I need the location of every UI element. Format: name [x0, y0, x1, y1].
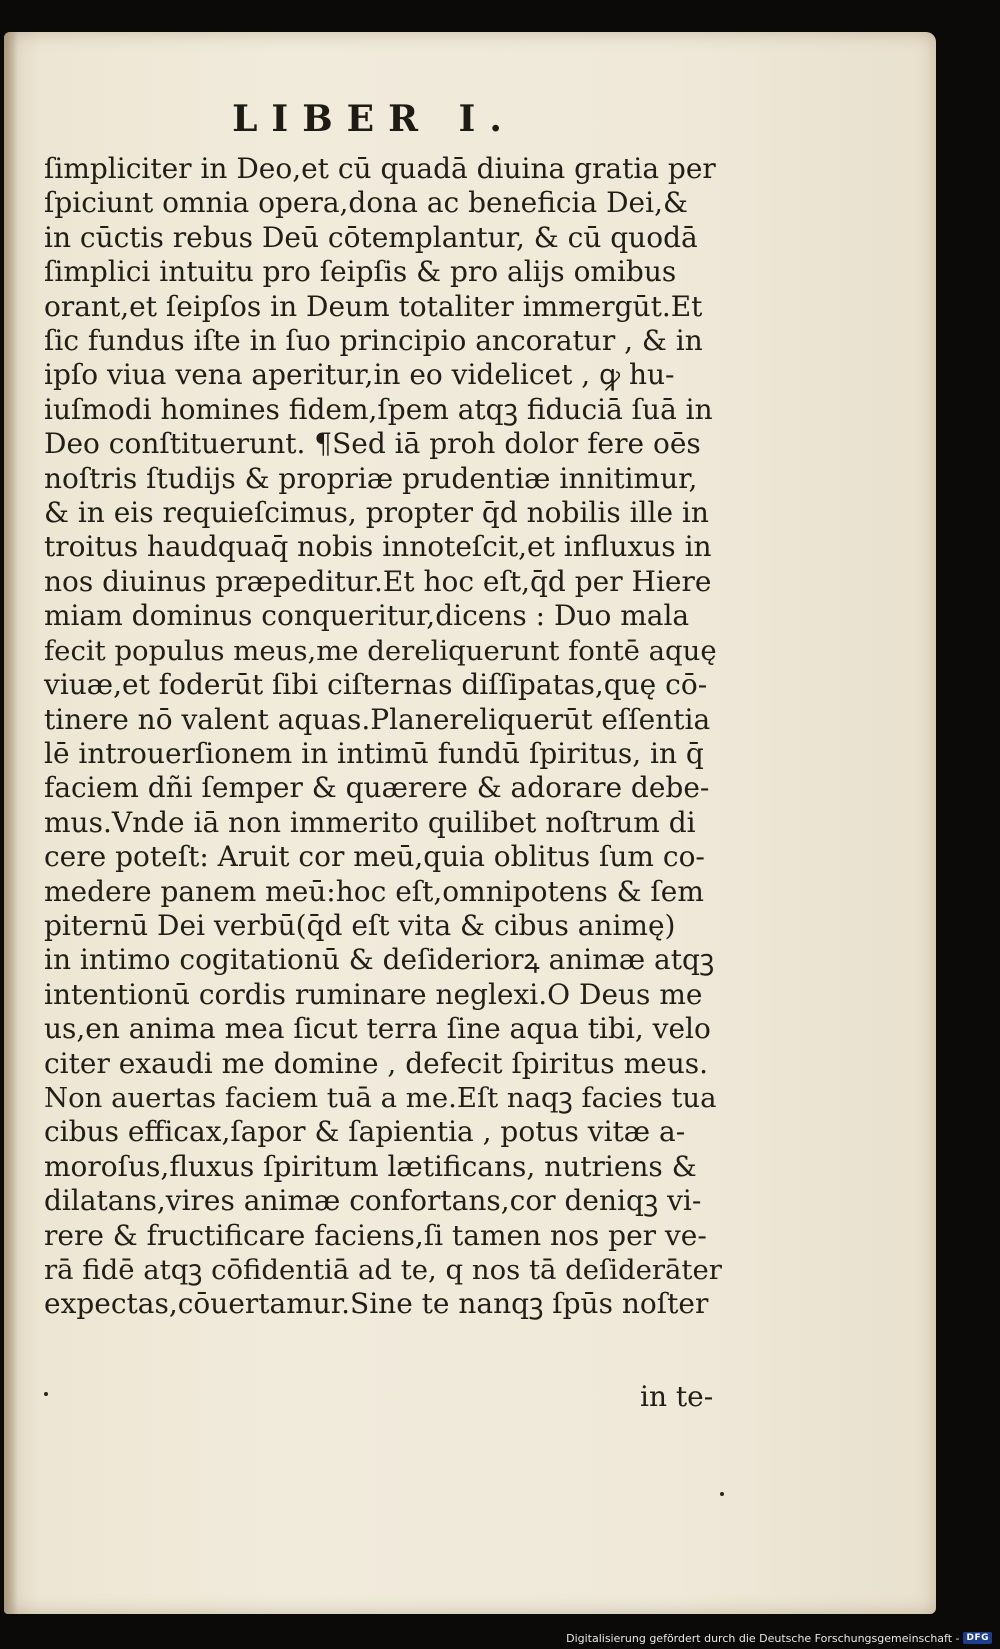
- text-line: ſimpliciter in Deo,et cū quadā diuina gratia per: [44, 152, 716, 185]
- text-line: iuſmodi homines fidem,ſpem atqꝫ fiduciā ſuā in: [44, 392, 713, 426]
- text-line: viuæ,et foderūt ſibi ciſternas diſſipatas,quę cō-: [44, 668, 708, 702]
- text-line: ſpiciunt omnia opera,dona ac beneficia Dei,&: [44, 186, 688, 220]
- text-line: faciem dñi ſemper & quærere & adorare debe-: [44, 771, 710, 805]
- ink-speck: [720, 1492, 724, 1496]
- text-line: mus.Vnde iā non immerito quilibet noſtrum di: [44, 805, 696, 839]
- text-line: us,en anima mea ſicut terra ſine aqua tibi, velo: [44, 1012, 711, 1046]
- text-line: nos diuinus præpeditur.Et hoc eſt,q̄d per Hiere: [44, 564, 712, 598]
- credit-text: Digitalisierung gefördert durch die Deutsche Forschungsgemeinschaft -: [566, 1631, 960, 1645]
- text-line: Deo conſtituerunt. ¶Sed iā proh dolor fere oēs: [44, 427, 701, 461]
- text-line: medere panem meū:hoc eſt,omnipotens & ſem: [44, 874, 704, 908]
- text-line: ipſo viua vena aperitur,in eo videlicet , ꝙ hu-: [44, 358, 675, 392]
- book-page: [4, 32, 936, 1614]
- text-line: in intimo cogitationū & deſideriorꝝ animæ atqꝫ: [44, 943, 715, 977]
- text-line: lē introuerſionem in intimū fundū ſpiritus, in q̄: [44, 736, 704, 770]
- running-head: LIBER I.: [232, 98, 516, 140]
- text-line: moroſus,fluxus ſpiritum lætificans, nutriens &: [44, 1149, 697, 1183]
- text-line: ſic fundus iſte in ſuo principio ancoratur , & in: [44, 324, 703, 358]
- text-line: expectas,cōuertamur.Sine te nanqꝫ ſpūs noſter: [44, 1287, 709, 1321]
- text-line: dilatans,vires animæ confortans,cor deniqꝫ vi-: [44, 1184, 702, 1218]
- text-line: ſimplici intuitu pro ſeipſis & pro alijs omibus: [44, 255, 677, 289]
- text-line: & in eis requieſcimus, propter q̄d nobilis ille in: [44, 496, 709, 530]
- text-line: cere poteſt: Aruit cor meū,quia oblitus ſum co-: [44, 840, 705, 874]
- text-line: miam dominus conqueritur,dicens : Duo mala: [44, 599, 690, 633]
- text-line: fecit populus meus,me dereliquerunt fontē aquę: [44, 634, 717, 667]
- text-line: troitus haudquaq̄ nobis innoteſcit,et influxus in: [44, 530, 712, 564]
- digitization-credit: [566, 1630, 992, 1646]
- text-line: noſtris ſtudijs & propriæ prudentiæ innitimur,: [44, 461, 698, 495]
- text-line: intentionū cordis ruminare neglexi.O Deus me: [44, 977, 703, 1011]
- dfg-logo: DFG: [963, 1632, 992, 1644]
- text-line: tinere nō valent aquas.Planereliquerūt eſſentia: [44, 702, 711, 736]
- ink-speck: [44, 1392, 48, 1396]
- catchword: in te-: [640, 1380, 714, 1413]
- text-line: rere & fructificare faciens,ſi tamen nos per ve-: [44, 1218, 707, 1252]
- text-line: piternū Dei verbū(q̄d eſt vita & cibus animę): [44, 908, 676, 942]
- text-line: cibus efficax,ſapor & ſapientia , potus vitæ a-: [44, 1115, 686, 1149]
- text-line: orant,et ſeipſos in Deum totaliter immergūt.Et: [44, 289, 703, 323]
- text-line: Non auertas faciem tuā a me.Eſt naqꝫ facies tua: [44, 1081, 717, 1114]
- text-line: in cūctis rebus Deū cōtemplantur, & cū quodā: [44, 220, 698, 254]
- text-line: rā fidē atqꝫ cōfidentiā ad te, q nos tā deſiderāter: [44, 1254, 722, 1286]
- text-line: citer exaudi me domine , defecit ſpiritus meus.: [44, 1046, 709, 1080]
- text-block: [44, 152, 724, 1322]
